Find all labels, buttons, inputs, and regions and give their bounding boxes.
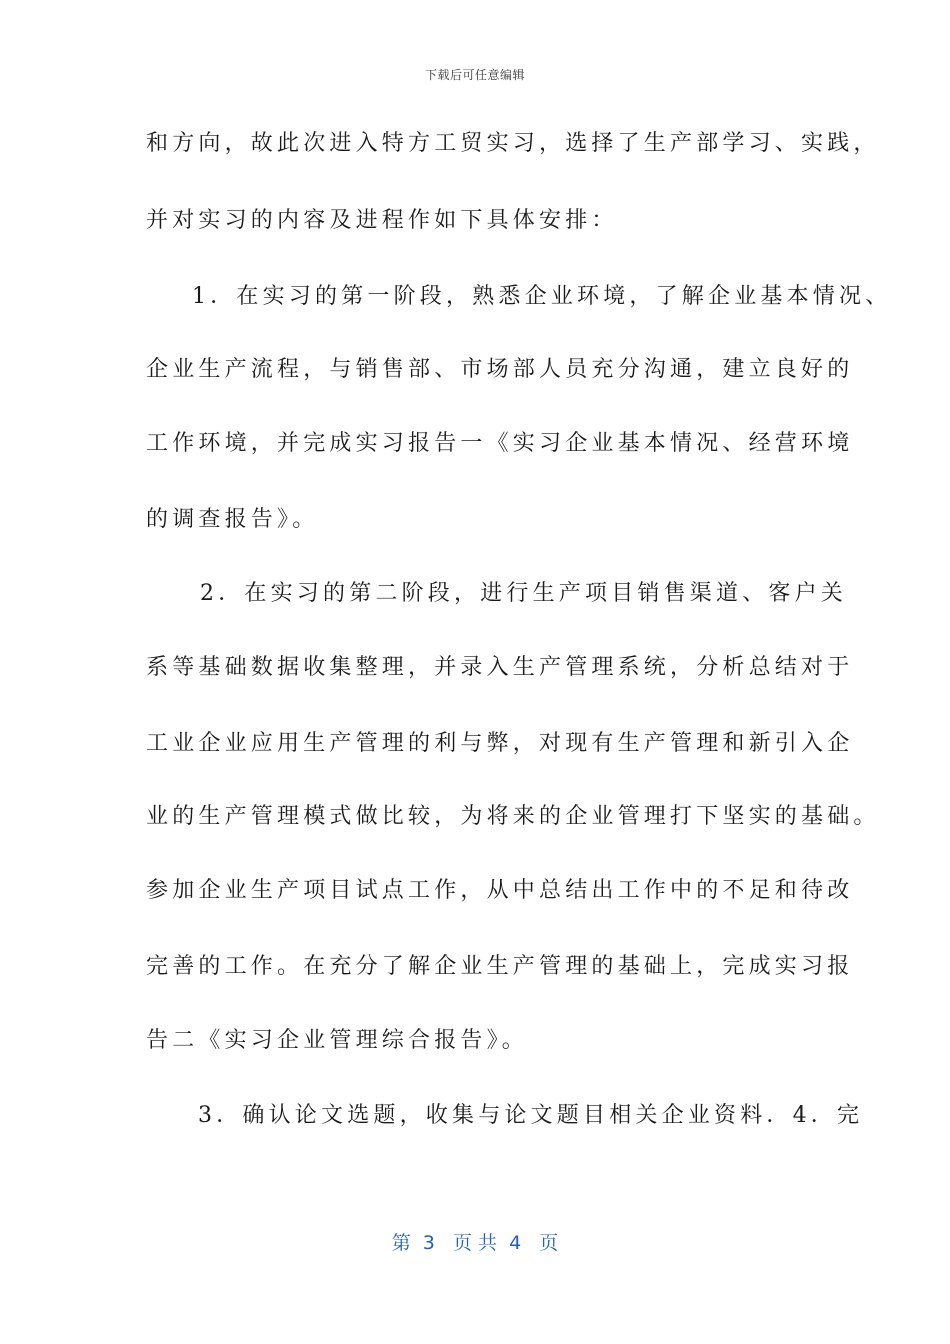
text-line: 的调查报告》。 xyxy=(146,507,319,532)
text-line: 工业企业应用生产管理的利与弊，对现有生产管理和新引入企 xyxy=(146,731,854,756)
text-line: 业的生产管理模式做比较，为将来的企业管理打下坚实的基础。 xyxy=(146,804,880,829)
page-header: 下载后可任意编辑 xyxy=(424,68,525,82)
text-line: 系等基础数据收集整理，并录入生产管理系统，分析总结对于 xyxy=(146,655,854,680)
text-line: 3．确认论文选题，收集与论文题目相关企业资料．4．完 xyxy=(198,1103,864,1128)
text-line: 和方向，故此次进入特方工贸实习，选择了生产部学习、实践， xyxy=(146,131,880,156)
text-line: 参加企业生产项目试点工作，从中总结出工作中的不足和待改 xyxy=(146,878,854,903)
text-line: 2．在实习的第二阶段，进行生产项目销售渠道、客户关 xyxy=(200,581,847,606)
text-line: 告二《实习企业管理综合报告》。 xyxy=(146,1028,529,1053)
text-line: 1．在实习的第一阶段，熟悉企业环境，了解企业基本情况、 xyxy=(192,284,892,309)
text-line: 完善的工作。在充分了解企业生产管理的基础上，完成实习报 xyxy=(146,954,854,979)
page-footer: 第 3 页 共 4 页 xyxy=(391,1232,559,1254)
text-line: 工作环境，并完成实习报告一《实习企业基本情况、经营环境 xyxy=(146,431,854,456)
text-line: 企业生产流程，与销售部、市场部人员充分沟通，建立良好的 xyxy=(146,357,854,382)
text-line: 并对实习的内容及进程作如下具体安排： xyxy=(146,208,618,233)
